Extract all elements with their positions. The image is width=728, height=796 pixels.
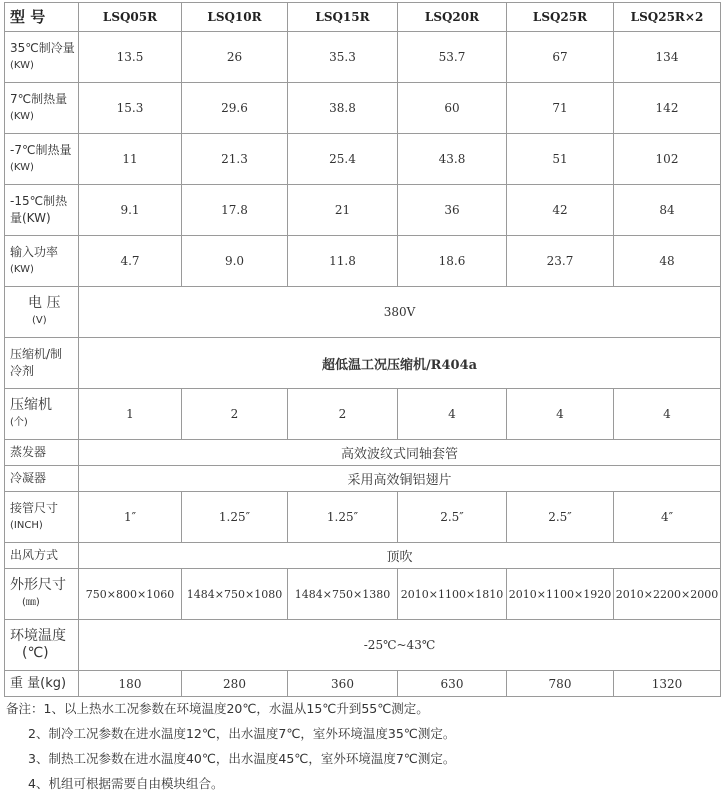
table-cell: 53.7: [398, 32, 507, 83]
row-label-text: 接管尺寸: [10, 501, 59, 515]
table-cell: 1.25″: [182, 492, 288, 543]
table-cell: 142: [614, 83, 721, 134]
row-unit: (KW): [10, 111, 34, 122]
row-label: [5, 492, 79, 543]
input-power-row: [5, 236, 721, 287]
table-cell: 48: [614, 236, 721, 287]
table-cell: 780: [507, 671, 614, 697]
row-label-text-2: 冷剂: [10, 364, 35, 378]
table-cell: 51: [507, 134, 614, 185]
voltage-value: 380V: [79, 287, 721, 338]
table-cell: 2010×2200×2000: [614, 569, 721, 620]
table-cell: 630: [398, 671, 507, 697]
row-label-text: 电 压: [28, 295, 61, 311]
table-cell: 42: [507, 185, 614, 236]
table-cell: 26: [182, 32, 288, 83]
table-cell: 4: [507, 389, 614, 440]
row-unit: (㎜): [22, 597, 40, 608]
table-cell: 35.3: [288, 32, 398, 83]
row-label: 蒸发器: [5, 440, 79, 466]
table-cell: 102: [614, 134, 721, 185]
row-label: [5, 569, 79, 620]
table-cell: 9.0: [182, 236, 288, 287]
compressor-count-row: [5, 389, 721, 440]
row-label-text: 环境温度: [10, 628, 66, 644]
weight-row: [5, 671, 721, 697]
table-cell: 84: [614, 185, 721, 236]
note-line: 2、制冷工况参数在进水温度12℃，出水温度7℃，室外环境温度35℃测定。: [28, 726, 456, 741]
row-label: [5, 134, 79, 185]
table-cell: 4: [614, 389, 721, 440]
table-cell: 13.5: [79, 32, 182, 83]
table-cell: 71: [507, 83, 614, 134]
ambient-temp-row: [5, 620, 721, 671]
row-label: [5, 338, 79, 389]
row-unit: (℃): [22, 645, 49, 661]
row-unit: (KW): [10, 264, 34, 275]
table-cell: 4: [398, 389, 507, 440]
table-cell: 67: [507, 32, 614, 83]
row-label: 重 量(kg): [5, 671, 79, 697]
air-outlet-row: [5, 543, 721, 569]
table-cell: 2010×1100×1810: [398, 569, 507, 620]
model-header: LSQ25R×2: [614, 3, 721, 32]
table-cell: 11: [79, 134, 182, 185]
row-unit: (INCH): [10, 520, 43, 531]
row-label: 冷凝器: [5, 466, 79, 492]
row-label: [5, 185, 79, 236]
table-cell: 1484×750×1080: [182, 569, 288, 620]
row-label-text: -7℃制热量: [10, 143, 72, 157]
table-cell: 750×800×1060: [79, 569, 182, 620]
row-label-text-2: 量(KW): [10, 211, 51, 225]
table-cell: 134: [614, 32, 721, 83]
table-cell: 1.25″: [288, 492, 398, 543]
table-cell: 38.8: [288, 83, 398, 134]
row-label: [5, 287, 79, 338]
table-cell: 21.3: [182, 134, 288, 185]
row-unit: (个): [10, 417, 28, 428]
row-label: [5, 83, 79, 134]
table-cell: 2.5″: [507, 492, 614, 543]
model-header: LSQ15R: [288, 3, 398, 32]
table-cell: 2010×1100×1920: [507, 569, 614, 620]
row-label-text: 外形尺寸: [10, 577, 66, 593]
evaporator-row: [5, 440, 721, 466]
table-cell: 2: [288, 389, 398, 440]
table-cell: 9.1: [79, 185, 182, 236]
compressor-refrigerant-value: 超低温工况压缩机/R404a: [79, 338, 721, 389]
header-row: [5, 3, 721, 32]
table-cell: 1320: [614, 671, 721, 697]
note-line: 4、机组可根据需要自由模块组合。: [28, 776, 224, 791]
row-label-text: 输入功率: [10, 245, 59, 259]
heating-7-row: [5, 83, 721, 134]
cooling-35-row: [5, 32, 721, 83]
row-label-text: 7℃制热量: [10, 92, 68, 106]
row-label: [5, 32, 79, 83]
model-header: LSQ10R: [182, 3, 288, 32]
heating-minus15-row: [5, 185, 721, 236]
row-label: [5, 389, 79, 440]
table-cell: 180: [79, 671, 182, 697]
note-line: 备注：1、以上热水工况参数在环境温度20℃，水温从15℃升到55℃测定。: [6, 701, 429, 716]
note-line: 3、制热工况参数在进水温度40℃，出水温度45℃，室外环境温度7℃测定。: [28, 751, 456, 766]
row-unit: (V): [32, 315, 47, 326]
table-cell: 25.4: [288, 134, 398, 185]
ambient-temp-value: -25℃~43℃: [79, 620, 721, 671]
model-header: LSQ25R: [507, 3, 614, 32]
evaporator-value: 高效波纹式同轴套管: [79, 440, 721, 466]
table-cell: 43.8: [398, 134, 507, 185]
table-cell: 4.7: [79, 236, 182, 287]
table-cell: 15.3: [79, 83, 182, 134]
row-unit: (KW): [10, 60, 34, 71]
row-unit: (KW): [10, 162, 34, 173]
voltage-row: [5, 287, 721, 338]
condenser-row: [5, 466, 721, 492]
heating-minus7-row: [5, 134, 721, 185]
pipe-size-row: [5, 492, 721, 543]
air-outlet-value: 顶吹: [79, 543, 721, 569]
spec-sheet: [4, 2, 722, 697]
table-cell: 11.8: [288, 236, 398, 287]
table-cell: 18.6: [398, 236, 507, 287]
table-cell: 23.7: [507, 236, 614, 287]
table-cell: 2.5″: [398, 492, 507, 543]
notes: [6, 696, 718, 796]
table-cell: 2: [182, 389, 288, 440]
compressor-refrigerant-row: [5, 338, 721, 389]
row-label-text: 压缩机: [10, 397, 52, 413]
condenser-value: 采用高效铜铝翅片: [79, 466, 721, 492]
dimensions-row: [5, 569, 721, 620]
table-cell: 1: [79, 389, 182, 440]
spec-table: [4, 2, 721, 697]
table-cell: 17.8: [182, 185, 288, 236]
row-label: [5, 236, 79, 287]
table-cell: 60: [398, 83, 507, 134]
row-label: 出风方式: [5, 543, 79, 569]
table-cell: 36: [398, 185, 507, 236]
table-cell: 1484×750×1380: [288, 569, 398, 620]
table-cell: 4″: [614, 492, 721, 543]
header-label: 型 号: [5, 3, 79, 32]
table-cell: 21: [288, 185, 398, 236]
row-label-text: 压缩机/制: [10, 347, 63, 361]
model-header: LSQ20R: [398, 3, 507, 32]
table-cell: 1″: [79, 492, 182, 543]
row-label-text: 35℃制冷量: [10, 41, 75, 55]
model-header: LSQ05R: [79, 3, 182, 32]
table-cell: 29.6: [182, 83, 288, 134]
table-cell: 280: [182, 671, 288, 697]
table-cell: 360: [288, 671, 398, 697]
row-label-text: -15℃制热: [10, 194, 68, 208]
row-label: [5, 620, 79, 671]
